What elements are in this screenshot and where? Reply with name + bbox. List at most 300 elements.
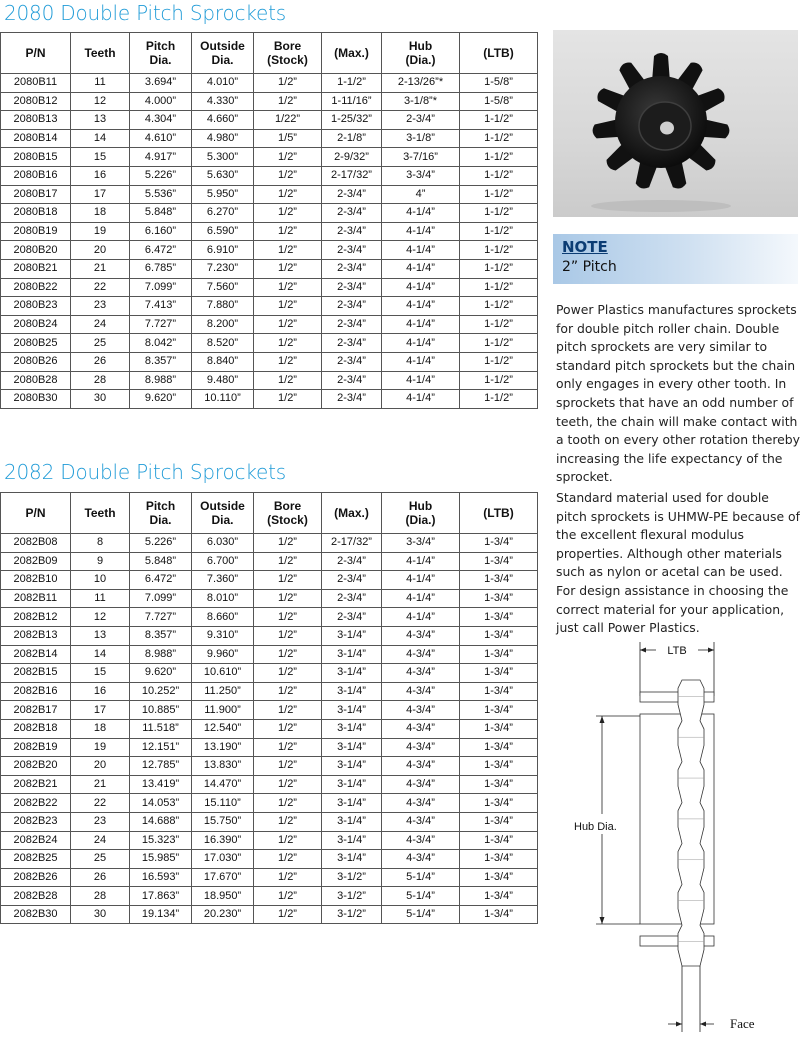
table-cell: 3-1/4”	[322, 812, 382, 831]
table-cell: 17.030”	[192, 850, 254, 869]
ltb-arrow-left	[640, 648, 646, 653]
table-cell: 7.413”	[130, 297, 192, 316]
table-row	[1, 701, 538, 720]
column-header: (LTB)	[460, 33, 538, 74]
column-header: (Max.)	[322, 33, 382, 74]
table-cell: 1/2”	[254, 74, 322, 93]
table-cell: 3-1/4”	[322, 701, 382, 720]
table-cell: 1-3/4”	[460, 664, 538, 683]
column-header: Bore (Stock)	[254, 493, 322, 534]
table-cell: 9.620”	[130, 390, 192, 409]
table-cell: 9.310”	[192, 626, 254, 645]
table-cell: 20	[71, 757, 130, 776]
table-cell: 7.099”	[130, 589, 192, 608]
table-cell: 4-3/4”	[382, 794, 460, 813]
table-cell: 2082B19	[1, 738, 71, 757]
table-cell: 7.560”	[192, 278, 254, 297]
face-arrow-right	[700, 1022, 706, 1027]
table-row	[1, 887, 538, 906]
table-row	[1, 352, 538, 371]
table-cell: 6.160”	[130, 222, 192, 241]
table-row	[1, 645, 538, 664]
table-cell: 1-11/16”	[322, 92, 382, 111]
table-cell: 1-3/4”	[460, 626, 538, 645]
table-cell: 1/2”	[254, 905, 322, 924]
table-cell: 1-1/2”	[460, 278, 538, 297]
table-cell: 8.357”	[130, 626, 192, 645]
table-cell: 1/2”	[254, 812, 322, 831]
table-cell: 7.230”	[192, 259, 254, 278]
table-cell: 1-3/4”	[460, 868, 538, 887]
table-cell: 3-7/16”	[382, 148, 460, 167]
table-cell: 2082B20	[1, 757, 71, 776]
table-cell: 10	[71, 571, 130, 590]
table-cell: 4-1/4”	[382, 278, 460, 297]
table-cell: 1/2”	[254, 315, 322, 334]
table-cell: 2082B09	[1, 552, 71, 571]
section-title-2082: 2082 Double Pitch Sprockets	[4, 460, 286, 484]
table-cell: 15.110”	[192, 794, 254, 813]
table-cell: 1-3/4”	[460, 757, 538, 776]
table-row	[1, 129, 538, 148]
table-cell: 6.590”	[192, 222, 254, 241]
table-cell: 5.848”	[130, 552, 192, 571]
table-cell: 2080B19	[1, 222, 71, 241]
table-cell: 4-1/4”	[382, 315, 460, 334]
table-cell: 5.848”	[130, 204, 192, 223]
table-cell: 2082B11	[1, 589, 71, 608]
table-cell: 2080B21	[1, 259, 71, 278]
table-cell: 6.472”	[130, 571, 192, 590]
table-cell: 8	[71, 534, 130, 553]
table-cell: 3-1/4”	[322, 775, 382, 794]
table-cell: 1/2”	[254, 738, 322, 757]
table-cell: 4-3/4”	[382, 682, 460, 701]
table-cell: 8.200”	[192, 315, 254, 334]
table-row	[1, 371, 538, 390]
table-cell: 1-3/4”	[460, 552, 538, 571]
table-cell: 4-3/4”	[382, 719, 460, 738]
spec-table-2082	[0, 492, 538, 924]
table-cell: 12.785”	[130, 757, 192, 776]
table-cell: 19	[71, 222, 130, 241]
table-cell: 13.830”	[192, 757, 254, 776]
face-arrow-left	[676, 1022, 682, 1027]
table-cell: 8.357”	[130, 352, 192, 371]
table-cell: 2-3/4”	[322, 390, 382, 409]
table-cell: 11	[71, 589, 130, 608]
table-cell: 4-1/4”	[382, 297, 460, 316]
table-cell: 2082B25	[1, 850, 71, 869]
table-cell: 10.610”	[192, 664, 254, 683]
table-cell: 3-1/4”	[322, 831, 382, 850]
table-cell: 1-3/4”	[460, 608, 538, 627]
table-cell: 2080B28	[1, 371, 71, 390]
table-cell: 2080B17	[1, 185, 71, 204]
table-row	[1, 241, 538, 260]
table-cell: 4.660”	[192, 111, 254, 130]
table-cell: 1-1/2”	[460, 371, 538, 390]
table-cell: 2-3/4”	[322, 185, 382, 204]
note-box	[553, 234, 798, 284]
table-cell: 13.190”	[192, 738, 254, 757]
table-cell: 2-3/4”	[322, 352, 382, 371]
table-row	[1, 92, 538, 111]
table-cell: 1/2”	[254, 92, 322, 111]
table-row	[1, 74, 538, 93]
table-cell: 2-3/4”	[322, 371, 382, 390]
table-cell: 12.151”	[130, 738, 192, 757]
table-cell: 1-1/2”	[322, 74, 382, 93]
table-row	[1, 664, 538, 683]
table-cell: 4-1/4”	[382, 204, 460, 223]
note-title: NOTE	[562, 238, 608, 256]
table-row	[1, 571, 538, 590]
table-cell: 1-3/4”	[460, 589, 538, 608]
table-cell: 21	[71, 775, 130, 794]
table-cell: 3-1/4”	[322, 682, 382, 701]
table-row	[1, 682, 538, 701]
table-cell: 8.988”	[130, 645, 192, 664]
table-cell: 1/2”	[254, 887, 322, 906]
table-cell: 1-1/2”	[460, 222, 538, 241]
table-cell: 11.900”	[192, 701, 254, 720]
table-cell: 2082B28	[1, 887, 71, 906]
table-cell: 4-1/4”	[382, 571, 460, 590]
table-cell: 14.053”	[130, 794, 192, 813]
table-cell: 1/2”	[254, 552, 322, 571]
table-cell: 3-1/4”	[322, 738, 382, 757]
table-cell: 28	[71, 371, 130, 390]
table-cell: 4-3/4”	[382, 850, 460, 869]
table-cell: 11.518”	[130, 719, 192, 738]
table-row	[1, 185, 538, 204]
table-cell: 6.700”	[192, 552, 254, 571]
table-cell: 1-1/2”	[460, 129, 538, 148]
table-cell: 2-3/4”	[322, 241, 382, 260]
table-row	[1, 278, 538, 297]
table-cell: 16.390”	[192, 831, 254, 850]
table-cell: 25	[71, 850, 130, 869]
table-cell: 17.863”	[130, 887, 192, 906]
table-cell: 1/2”	[254, 241, 322, 260]
table-cell: 10.885”	[130, 701, 192, 720]
table-cell: 2080B11	[1, 74, 71, 93]
table-cell: 7.360”	[192, 571, 254, 590]
table-cell: 26	[71, 868, 130, 887]
table-row	[1, 315, 538, 334]
table-cell: 1/2”	[254, 664, 322, 683]
table-cell: 12	[71, 608, 130, 627]
table-cell: 8.010”	[192, 589, 254, 608]
table-row	[1, 390, 538, 409]
table-cell: 2082B10	[1, 571, 71, 590]
column-header: Outside Dia.	[192, 33, 254, 74]
table-cell: 2-3/4”	[322, 259, 382, 278]
table-cell: 1-5/8”	[460, 92, 538, 111]
table-cell: 1-3/4”	[460, 905, 538, 924]
table-cell: 5.300”	[192, 148, 254, 167]
column-header: Teeth	[71, 33, 130, 74]
table-row	[1, 850, 538, 869]
table-cell: 1/2”	[254, 719, 322, 738]
table-cell: 1-1/2”	[460, 390, 538, 409]
table-cell: 1/2”	[254, 701, 322, 720]
table-row	[1, 775, 538, 794]
table-cell: 5.630”	[192, 166, 254, 185]
table-cell: 2082B18	[1, 719, 71, 738]
table-row	[1, 334, 538, 353]
table-cell: 8.840”	[192, 352, 254, 371]
table-cell: 7.099”	[130, 278, 192, 297]
column-header: (LTB)	[460, 493, 538, 534]
table-cell: 21	[71, 259, 130, 278]
table-row	[1, 111, 538, 130]
table-cell: 9	[71, 552, 130, 571]
hub-dia-label: Hub Dia.	[574, 821, 617, 833]
table-cell: 11.250”	[192, 682, 254, 701]
table-cell: 1/2”	[254, 645, 322, 664]
table-row	[1, 626, 538, 645]
table-row	[1, 222, 538, 241]
column-header: P/N	[1, 33, 71, 74]
table-cell: 2-3/4”	[322, 571, 382, 590]
table-cell: 1-3/4”	[460, 794, 538, 813]
table-cell: 1/2”	[254, 222, 322, 241]
table-cell: 3-1/4”	[322, 719, 382, 738]
table-cell: 4-3/4”	[382, 645, 460, 664]
note-subtitle: 2” Pitch	[562, 259, 617, 275]
table-cell: 2-3/4”	[322, 334, 382, 353]
table-cell: 2080B15	[1, 148, 71, 167]
table-cell: 5-1/4”	[382, 905, 460, 924]
table-cell: 23	[71, 297, 130, 316]
table-cell: 3-1/4”	[322, 794, 382, 813]
table-cell: 4-1/4”	[382, 241, 460, 260]
table-cell: 16.593”	[130, 868, 192, 887]
table-cell: 13	[71, 111, 130, 130]
table-cell: 3-1/4”	[322, 850, 382, 869]
table-cell: 1-3/4”	[460, 571, 538, 590]
table-cell: 2-3/4”	[322, 608, 382, 627]
table-cell: 1-1/2”	[460, 297, 538, 316]
table-row	[1, 166, 538, 185]
table-cell: 1/2”	[254, 682, 322, 701]
table-cell: 1-3/4”	[460, 701, 538, 720]
table-cell: 2-17/32”	[322, 166, 382, 185]
table-cell: 18	[71, 204, 130, 223]
table-header-row	[1, 33, 538, 74]
table-cell: 1/2”	[254, 297, 322, 316]
table-cell: 14	[71, 129, 130, 148]
table-cell: 3-3/4”	[382, 166, 460, 185]
table-cell: 1/2”	[254, 334, 322, 353]
table-cell: 25	[71, 334, 130, 353]
table-cell: 4-1/4”	[382, 222, 460, 241]
table-cell: 19	[71, 738, 130, 757]
table-row	[1, 738, 538, 757]
table-cell: 1/2”	[254, 626, 322, 645]
table-cell: 1/2”	[254, 831, 322, 850]
table-cell: 4-1/4”	[382, 552, 460, 571]
table-row	[1, 905, 538, 924]
table-cell: 4-3/4”	[382, 831, 460, 850]
table-cell: 18.950”	[192, 887, 254, 906]
table-cell: 12.540”	[192, 719, 254, 738]
table-cell: 1/2”	[254, 589, 322, 608]
table-cell: 9.480”	[192, 371, 254, 390]
table-cell: 19.134”	[130, 905, 192, 924]
table-row	[1, 259, 538, 278]
table-cell: 2080B23	[1, 297, 71, 316]
table-cell: 1-3/4”	[460, 682, 538, 701]
column-header: P/N	[1, 493, 71, 534]
table-cell: 4-3/4”	[382, 757, 460, 776]
table-cell: 2080B22	[1, 278, 71, 297]
table-cell: 1-3/4”	[460, 534, 538, 553]
table-cell: 3-1/4”	[322, 757, 382, 776]
face-label: Face	[730, 1016, 755, 1031]
table-cell: 17	[71, 701, 130, 720]
table-cell: 2-3/4”	[322, 297, 382, 316]
table-cell: 2080B25	[1, 334, 71, 353]
table-cell: 1-1/2”	[460, 166, 538, 185]
table-cell: 16	[71, 166, 130, 185]
column-header: Hub (Dia.)	[382, 33, 460, 74]
table-cell: 5.226”	[130, 534, 192, 553]
table-cell: 2080B24	[1, 315, 71, 334]
table-header-row	[1, 493, 538, 534]
table-cell: 3-1/2”	[322, 887, 382, 906]
table-cell: 2082B21	[1, 775, 71, 794]
table-cell: 1-1/2”	[460, 315, 538, 334]
table-cell: 4-1/4”	[382, 390, 460, 409]
table-cell: 1-3/4”	[460, 887, 538, 906]
table-row	[1, 608, 538, 627]
table-cell: 4-1/4”	[382, 608, 460, 627]
table-row	[1, 552, 538, 571]
table-cell: 8.660”	[192, 608, 254, 627]
column-header: Pitch Dia.	[130, 33, 192, 74]
table-cell: 4-1/4”	[382, 371, 460, 390]
table-cell: 9.620”	[130, 664, 192, 683]
table-row	[1, 812, 538, 831]
hub-arrow-bottom	[600, 917, 605, 924]
table-row	[1, 794, 538, 813]
table-cell: 4.000”	[130, 92, 192, 111]
table-cell: 3-1/2”	[322, 868, 382, 887]
table-cell: 15	[71, 664, 130, 683]
table-cell: 1/2”	[254, 794, 322, 813]
column-header: Bore (Stock)	[254, 33, 322, 74]
table-cell: 2-9/32”	[322, 148, 382, 167]
hub-arrow-top	[600, 716, 605, 723]
table-cell: 28	[71, 887, 130, 906]
table-row	[1, 148, 538, 167]
table-cell: 2082B17	[1, 701, 71, 720]
table-cell: 2-17/32”	[322, 534, 382, 553]
table-cell: 14.470”	[192, 775, 254, 794]
table-cell: 2082B22	[1, 794, 71, 813]
material-paragraph: Standard material used for double pitch sprockets is UHMW-PE because of the excellent flexural modulus properties. Although other materials such as nylon or acetal can be used. For design assistance in choosing the correct material for your application, just call Power Plastics.	[556, 490, 800, 636]
table-cell: 17	[71, 185, 130, 204]
table-cell: 4.304”	[130, 111, 192, 130]
column-header: (Max.)	[322, 493, 382, 534]
table-cell: 15.985”	[130, 850, 192, 869]
table-cell: 3-1/2”	[322, 905, 382, 924]
table-cell: 1-3/4”	[460, 775, 538, 794]
table-cell: 4-3/4”	[382, 626, 460, 645]
table-cell: 15.323”	[130, 831, 192, 850]
table-row	[1, 757, 538, 776]
table-cell: 5.226”	[130, 166, 192, 185]
table-cell: 1/2”	[254, 775, 322, 794]
table-cell: 2-3/4”	[322, 589, 382, 608]
table-cell: 4-3/4”	[382, 664, 460, 683]
table-cell: 4-3/4”	[382, 812, 460, 831]
table-cell: 1/2”	[254, 278, 322, 297]
table-cell: 5.950”	[192, 185, 254, 204]
table-cell: 30	[71, 905, 130, 924]
table-cell: 2080B14	[1, 129, 71, 148]
table-cell: 2082B08	[1, 534, 71, 553]
table-cell: 2080B18	[1, 204, 71, 223]
table-cell: 1/2”	[254, 390, 322, 409]
column-header: Pitch Dia.	[130, 493, 192, 534]
table-cell: 1-3/4”	[460, 738, 538, 757]
table-row	[1, 868, 538, 887]
table-cell: 4-3/4”	[382, 775, 460, 794]
sprocket-dimension-diagram	[556, 636, 800, 1040]
table-cell: 10.252”	[130, 682, 192, 701]
table-cell: 3-1/8”*	[382, 92, 460, 111]
table-cell: 23	[71, 812, 130, 831]
table-cell: 2080B20	[1, 241, 71, 260]
table-cell: 2082B13	[1, 626, 71, 645]
table-cell: 3-1/4”	[322, 626, 382, 645]
table-cell: 13.419”	[130, 775, 192, 794]
table-cell: 1-3/4”	[460, 831, 538, 850]
table-cell: 2082B14	[1, 645, 71, 664]
table-cell: 15.750”	[192, 812, 254, 831]
table-cell: 1-1/2”	[460, 352, 538, 371]
column-header: Outside Dia.	[192, 493, 254, 534]
ltb-label: LTB	[667, 645, 687, 657]
table-cell: 2-3/4”	[382, 111, 460, 130]
table-cell: 2-3/4”	[322, 315, 382, 334]
table-cell: 11	[71, 74, 130, 93]
table-cell: 6.270”	[192, 204, 254, 223]
table-row	[1, 719, 538, 738]
table-cell: 2082B30	[1, 905, 71, 924]
table-cell: 1-1/2”	[460, 259, 538, 278]
table-cell: 1-1/2”	[460, 241, 538, 260]
table-cell: 2080B12	[1, 92, 71, 111]
spec-table-2080	[0, 32, 538, 409]
table-cell: 1-1/2”	[460, 111, 538, 130]
table-cell: 4-3/4”	[382, 738, 460, 757]
table-cell: 1/22”	[254, 111, 322, 130]
table-cell: 3-1/4”	[322, 664, 382, 683]
table-cell: 4-3/4”	[382, 701, 460, 720]
table-cell: 4-1/4”	[382, 352, 460, 371]
table-cell: 6.910”	[192, 241, 254, 260]
table-cell: 2082B12	[1, 608, 71, 627]
table-cell: 4-1/4”	[382, 334, 460, 353]
table-cell: 8.042”	[130, 334, 192, 353]
table-cell: 4.330”	[192, 92, 254, 111]
table-cell: 1-1/2”	[460, 148, 538, 167]
